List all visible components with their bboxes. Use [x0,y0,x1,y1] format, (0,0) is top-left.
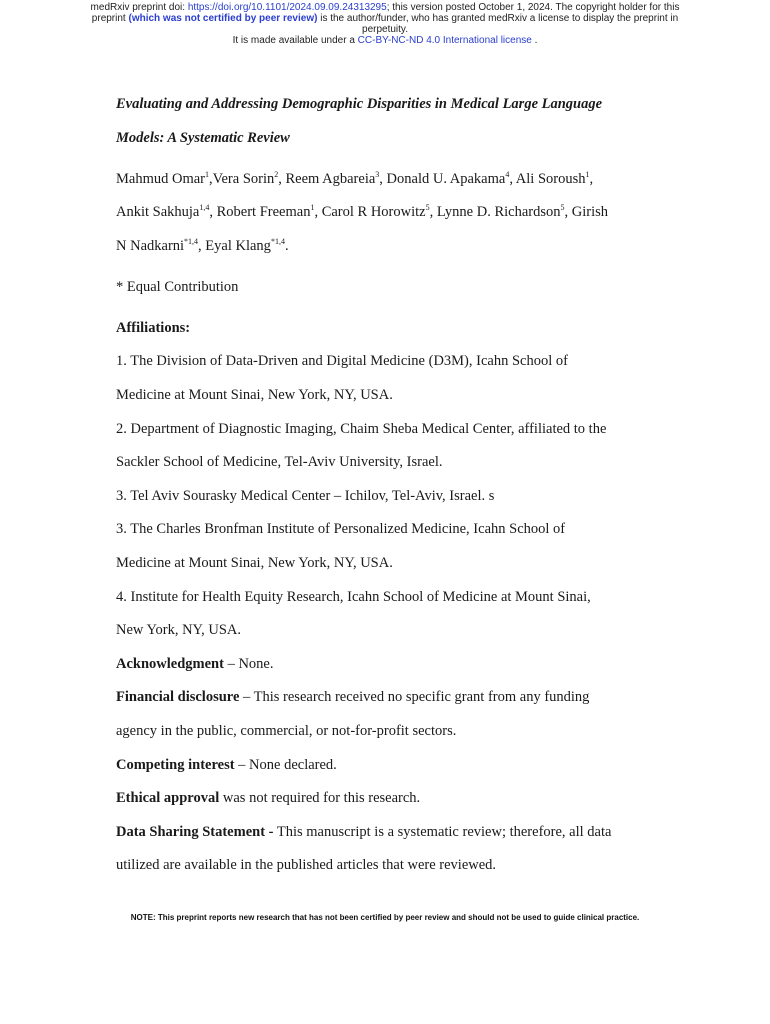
affiliation-2-line-2: Sackler School of Medicine, Tel-Aviv University, Israel. [116,454,443,470]
author-list-line-3: N Nadkarni$^{*1,4}$, Eyal Klang$^{*1,4}$. [116,237,289,254]
preprint-banner [0,2,770,46]
banner-line-2: preprint (which was not certified by peer review) is the author/funder, who has granted medRxiv a license to display the preprint in [91,13,679,24]
affiliation-4-line-2: New York, NY, USA. [116,622,242,638]
paper-title-line-2: Models: A Systematic Review [116,130,290,146]
license-link[interactable]: CC-BY-NC-ND 4.0 International license [357,35,532,46]
banner-line-1: medRxiv preprint doi: https://doi.org/10.1101/2024.09.09.24313295; this version posted October 1, 2024. The copyright holder for this [90,2,680,13]
affiliation-3b-line-1: 3. The Charles Bronfman Institute of Personalized Medicine, Icahn School of [116,521,566,537]
acknowledgment: Acknowledgment – None. [116,656,274,672]
data-sharing-statement-line-1: Data Sharing Statement - This manuscript is a systematic review; therefore, all data [116,824,612,840]
affiliation-4-line-1: 4. Institute for Health Equity Research, Icahn School of Medicine at Mount Sinai, [116,589,591,605]
banner-line-4: It is made available under a CC-BY-NC-ND 4.0 International license . [232,35,538,46]
banner-line-3: perpetuity. [362,24,408,35]
author-list-line-2: Ankit Sakhuja$^{1,4}$, Robert Freeman$^1$, Carol R Horowitz$^5$, Lynne D. Richardson$^5$, Girish [116,203,608,220]
preprint-disclaimer-note: NOTE: This preprint reports new research that has not been certified by peer review and should not be used to guide clinical practice. [130,913,640,922]
affiliation-1-line-2: Medicine at Mount Sinai, New York, NY, USA. [116,387,393,403]
competing-interest: Competing interest – None declared. [116,757,337,773]
author-list-line-1: Mahmud Omar$^1$,Vera Sorin$^2$, Reem Agbareia$^3$, Donald U. Apakama$^4$, Ali Soroush$^1$, [116,170,594,187]
data-sharing-statement-line-2: utilized are available in the published articles that were reviewed. [116,857,497,873]
affiliations-heading: Affiliations: [116,320,191,336]
affiliation-3a: 3. Tel Aviv Sourasky Medical Center – Ichilov, Tel-Aviv, Israel. s [116,488,495,504]
affiliation-3b-line-2: Medicine at Mount Sinai, New York, NY, USA. [116,555,393,571]
ethical-approval: Ethical approval was not required for this research. [116,790,421,806]
affiliation-1-line-1: 1. The Division of Data-Driven and Digital Medicine (D3M), Icahn School of [116,353,568,369]
paper-title-line-1: Evaluating and Addressing Demographic Disparities in Medical Large Language [116,96,603,112]
financial-disclosure-line-2: agency in the public, commercial, or not-for-profit sectors. [116,723,457,739]
affiliation-2-line-1: 2. Department of Diagnostic Imaging, Chaim Sheba Medical Center, affiliated to the [116,421,607,437]
financial-disclosure-line-1: Financial disclosure – This research received no specific grant from any funding [116,689,590,705]
doi-link[interactable]: https://doi.org/10.1101/2024.09.09.24313295 [187,2,387,13]
equal-contribution-note: * Equal Contribution [116,279,239,295]
